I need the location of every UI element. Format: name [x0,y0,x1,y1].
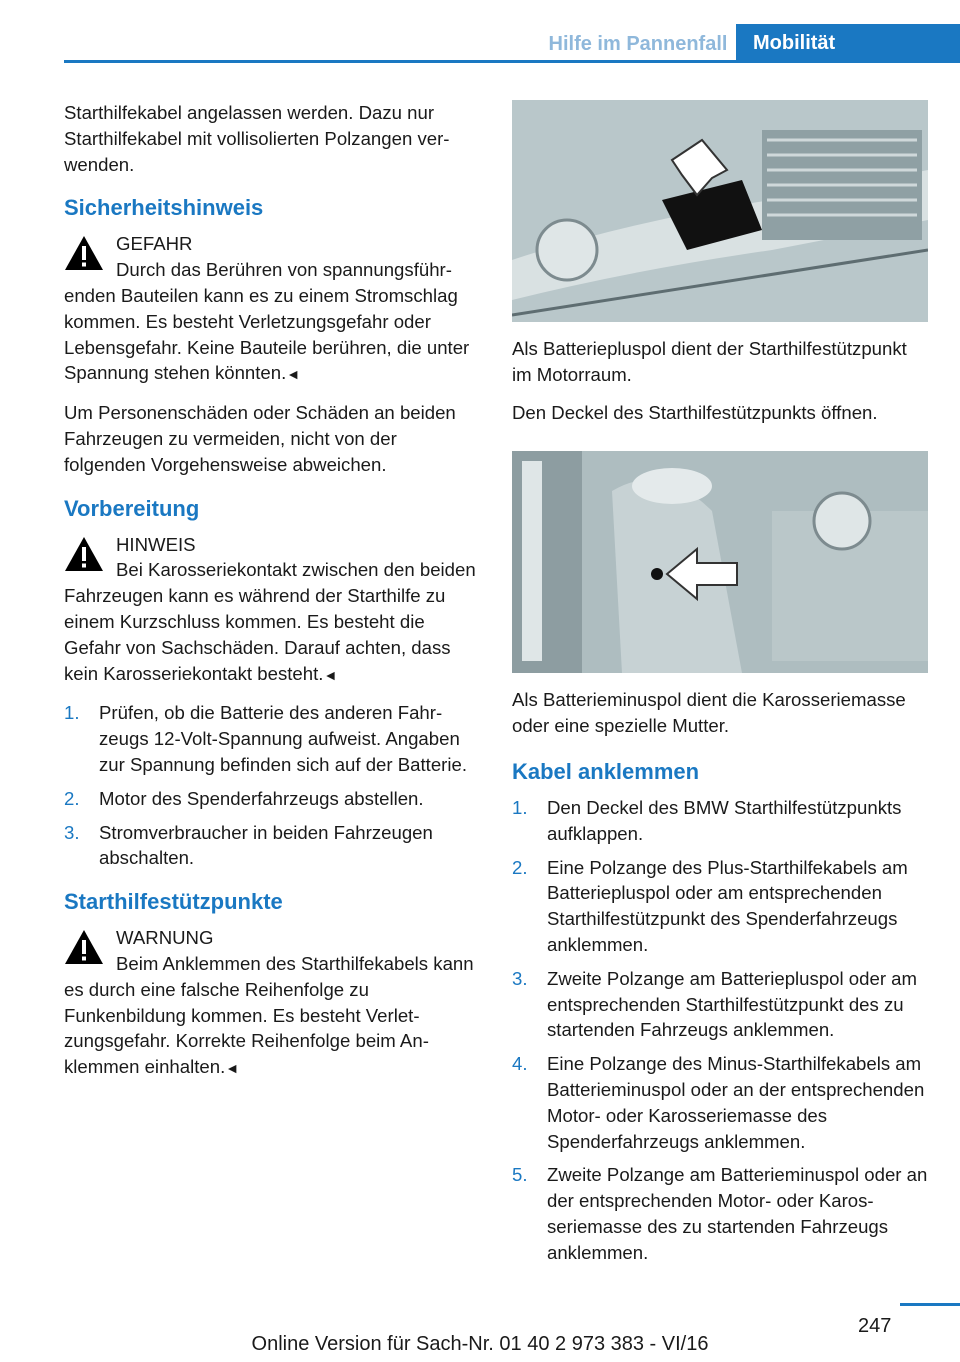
footer-version-text: Online Version für Sach-Nr. 01 40 2 973 383 - VI/16 [251,1333,709,1355]
end-mark: ◄ [286,366,301,383]
header-rule [64,60,960,63]
caption-plus-pole: Als Batteriepluspol dient der Starthilfestützpunkt im Motorraum. [512,338,907,385]
warning-box-warning [64,925,478,1082]
list-number: 3. [64,821,80,843]
engine-bay-plus-illustration [512,100,928,322]
list-item: 1. Prüfen, ob die Batterie des anderen Fahrzeugs 12-Volt-Spannung aufweist. Angaben zur Spannung befinden sich auf der Batterie. [64,702,467,775]
list-number: 2. [64,787,80,809]
engine-bay-image-plus [512,100,928,322]
prep-steps-list [64,700,478,871]
warning-triangle-icon [64,235,104,271]
list-item: 5. Zweite Polzange am Batterieminuspol oder an der entsprechenden Motor- oder Karosseriemasse des zu startenden Fahrzeugs anklemmen. [512,1164,928,1263]
footer-rule [900,1303,960,1306]
list-number: 3. [512,967,528,989]
warning-box-notice [64,532,478,689]
caption-open-cover: Den Deckel des Starthilfestützpunkts öffnen. [512,401,878,423]
list-number: 5. [512,1164,528,1186]
clamp-steps-list [512,795,928,1266]
list-number: 4. [512,1053,528,1075]
list-item: 4. Eine Polzange des Minus-Starthilfekabels am Batterieminuspol oder an der entsprechenden Motor- oder Karosseriemasse des Spenderfahrzeugs anklemmen. [512,1053,925,1152]
heading-preparation: Vorbereitung [64,495,200,521]
page-number: 247 [858,1315,892,1337]
right-column [512,100,928,1278]
warning-label: WARNUNG [116,927,214,949]
intro-paragraph: Starthilfekabel angelassen werden. Dazu nur Starthilfekabel mit vollisolierten Polzangen verwenden. [64,102,450,175]
header-tab: Mobilität [736,24,960,62]
list-number: 1. [64,702,80,724]
heading-jump-points: Starthilfestützpunkte [64,889,283,915]
caption-minus-pole: Als Batterieminuspol dient die Karosseriemasse oder eine spezielle Mutter. [512,689,906,737]
warning-label: GEFAHR [116,233,193,255]
left-column [64,100,478,1094]
list-item: 2. Eine Polzange des Plus-Starthilfekabels am Batteriepluspol oder am entsprechenden Starthilfestützpunkt des Spenderfahrzeugs anklemmen. [512,856,908,955]
list-item: 3. Stromverbraucher in beiden Fahrzeugen abschalten. [64,821,433,869]
end-mark: ◄ [225,1060,240,1077]
list-number: 2. [512,856,528,878]
engine-bay-minus-illustration [512,451,928,673]
engine-bay-image-minus [512,451,928,673]
damage-paragraph: Um Personenschäden oder Schäden an beiden Fahrzeugen zu vermeiden, nicht von der folgenden Vorgehensweise abweichen. [64,402,456,475]
warning-box-danger [64,231,478,388]
end-mark: ◄ [323,666,338,683]
heading-clamp: Kabel anklemmen [512,758,700,784]
warning-triangle-icon [64,929,104,965]
warning-label: HINWEIS [116,533,196,555]
warning-triangle-icon [64,536,104,572]
warning-text: Bei Karosseriekontakt zwischen den beiden Fahrzeugen kann es während der Starthilfe zu einem Kurzschluss kommen. Es besteht die Gefahr von Sachschäden. Darauf achten, dass kein Karosseriekontakt besteht.◄ [64,559,476,684]
list-item: 1. Den Deckel des BMW Starthilfestützpunkts aufklappen. [512,796,902,844]
list-item: 3. Zweite Polzange am Batteriepluspol oder am entsprechenden Starthilfestützpunkt des zu startenden Fahrzeugs anklemmen. [512,967,918,1041]
heading-safety: Sicherheitshinweis [64,195,264,221]
header-section-label: Hilfe im Pannenfall [548,33,728,55]
list-number: 1. [512,796,528,818]
list-item: 2. Motor des Spenderfahrzeugs abstellen. [64,786,478,812]
warning-text: Beim Anklemmen des Starthilfekabels kann es durch eine falsche Reihenfolge zu Funkenbildung kommen. Es besteht Verletzungsgefahr. Korrekte Reihenfolge beim Anklemmen einhalten.◄ [64,952,474,1078]
warning-text: Durch das Berühren von spannungsführenden Bauteilen kann es zu einem Stromschlag kommen. Es besteht Verletzungsgefahr oder Lebensgefahr. Keine Bauteile berühren, die unter Spannung stehen könnten.◄ [64,259,470,384]
